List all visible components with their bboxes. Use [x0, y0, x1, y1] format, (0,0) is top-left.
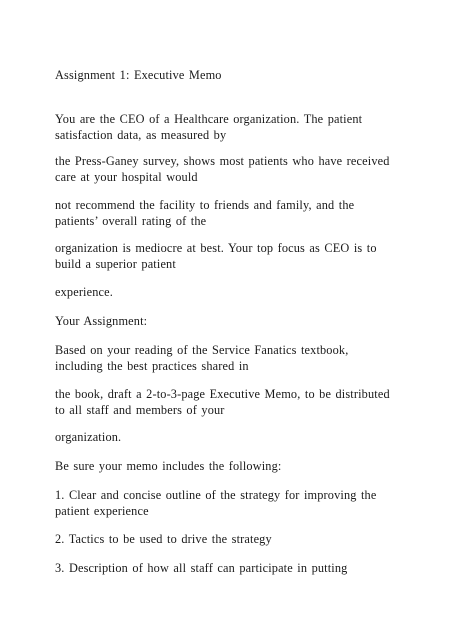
paragraph-experience: experience.	[55, 285, 113, 299]
paragraph-service-fanatics: Based on your reading of the Service Fanatics textbook, including the best practices shared in	[55, 343, 349, 373]
document-title: Assignment 1: Executive Memo	[55, 68, 222, 82]
paragraph-organization: organization.	[55, 430, 122, 444]
section-heading-your-assignment: Your Assignment:	[55, 314, 148, 328]
paragraph-ceo-context: You are the CEO of a Healthcare organization. The patient satisfaction data, as measured by	[55, 112, 363, 142]
paragraph-draft-memo: the book, draft a 2-to-3-page Executive Memo, to be distributed to all staff and members of your	[55, 387, 390, 417]
paragraph-memo-includes: Be sure your memo includes the following:	[55, 459, 282, 473]
paragraph-not-recommend: not recommend the facility to friends and family, and the patients’ overall rating of the	[55, 198, 355, 228]
paragraph-top-focus: organization is mediocre at best. Your top focus as CEO is to build a superior patient	[55, 241, 377, 271]
list-item-tactics: 2. Tactics to be used to drive the strategy	[55, 532, 272, 546]
list-item-staff-participation: 3. Description of how all staff can participate in putting	[55, 561, 348, 575]
list-item-strategy-outline: 1. Clear and concise outline of the strategy for improving the patient experience	[55, 488, 377, 518]
paragraph-press-ganey: the Press-Ganey survey, shows most patients who have received care at your hospital would	[55, 154, 390, 184]
